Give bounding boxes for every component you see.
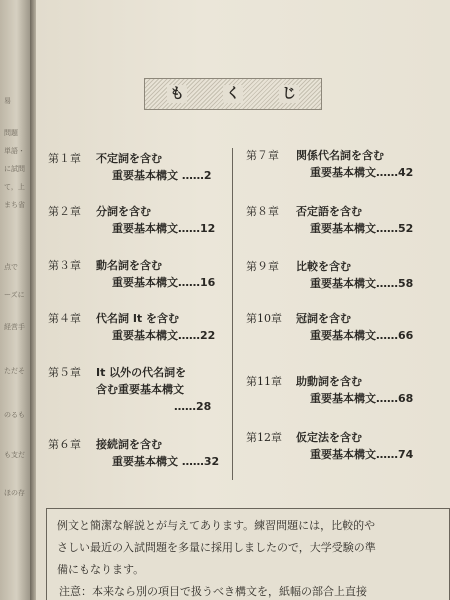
previous-page-edge bbox=[0, 0, 30, 600]
toc-title-char: も bbox=[167, 85, 187, 103]
chapter-page-ref: 重要基本構文……68 bbox=[310, 392, 414, 405]
prev-page-fragment: 単語・ bbox=[4, 147, 25, 155]
chapter-number: 第４章 bbox=[48, 312, 81, 325]
chapter-page-ref: 重要基本構文……66 bbox=[310, 329, 414, 342]
prev-page-fragment: まち省 bbox=[4, 201, 25, 209]
note-line: さしい最近の入試問題を多量に採用しましたので，大学受験の準 bbox=[57, 541, 376, 554]
prev-page-fragment: のるも bbox=[4, 411, 25, 419]
chapter-number: 第10章 bbox=[246, 312, 282, 325]
toc-page bbox=[36, 0, 450, 600]
chapter-title: 比較を含む bbox=[296, 260, 351, 273]
chapter-title: It 以外の代名詞を bbox=[96, 366, 187, 379]
column-divider bbox=[232, 148, 233, 480]
chapter-page-ref: 重要基本構文……22 bbox=[112, 329, 216, 342]
chapter-title: 助動詞を含む bbox=[296, 375, 362, 388]
chapter-number: 第12章 bbox=[246, 431, 282, 444]
chapter-page-ref: 重要基本構文……42 bbox=[310, 166, 414, 179]
prev-page-fragment: に試問 bbox=[4, 165, 25, 173]
chapter-title: 接続詞を含む bbox=[96, 438, 162, 451]
toc-title-char: く bbox=[223, 85, 243, 103]
note-caution-line: 注意：本来なら別の項目で扱うべき構文を，紙幅の部合上直接 bbox=[59, 585, 367, 598]
note-box bbox=[46, 508, 450, 600]
chapter-page-ref: 重要基本構文……16 bbox=[112, 276, 216, 289]
chapter-number: 第６章 bbox=[48, 438, 81, 451]
prev-page-fragment: 易 bbox=[4, 97, 11, 105]
prev-page-fragment: て，上 bbox=[4, 183, 25, 191]
chapter-number: 第９章 bbox=[246, 260, 279, 273]
note-line: 備にもなります。 bbox=[57, 563, 145, 576]
chapter-page-ref: ……28 bbox=[174, 400, 212, 413]
prev-page-fragment: ただそ bbox=[4, 367, 25, 375]
chapter-title: 含む重要基本構文 bbox=[96, 383, 184, 396]
chapter-title: 不定詞を含む bbox=[96, 152, 162, 165]
chapter-page-ref: 重要基本構文 ……2 bbox=[112, 169, 212, 182]
chapter-number: 第３章 bbox=[48, 259, 81, 272]
chapter-number: 第１章 bbox=[48, 152, 81, 165]
chapter-title: 否定語を含む bbox=[296, 205, 362, 218]
chapter-number: 第11章 bbox=[246, 375, 282, 388]
prev-page-fragment: ーズに bbox=[4, 291, 25, 299]
chapter-title: 代名詞 It を含む bbox=[96, 312, 180, 325]
chapter-page-ref: 重要基本構文……74 bbox=[310, 448, 414, 461]
chapter-title: 仮定法を含む bbox=[296, 431, 362, 444]
chapter-title: 冠詞を含む bbox=[296, 312, 351, 325]
chapter-number: 第２章 bbox=[48, 205, 81, 218]
chapter-page-ref: 重要基本構文……12 bbox=[112, 222, 216, 235]
chapter-page-ref: 重要基本構文……52 bbox=[310, 222, 414, 235]
chapter-title: 動名詞を含む bbox=[96, 259, 162, 272]
prev-page-fragment: も支だ bbox=[4, 451, 25, 459]
chapter-number: 第８章 bbox=[246, 205, 279, 218]
note-text bbox=[57, 515, 439, 600]
chapter-number: 第５章 bbox=[48, 366, 81, 379]
chapter-page-ref: 重要基本構文 ……32 bbox=[112, 455, 220, 468]
toc-title-char: じ bbox=[279, 85, 299, 103]
prev-page-fragment: 経営手 bbox=[4, 323, 25, 331]
chapter-title: 分詞を含む bbox=[96, 205, 151, 218]
prev-page-fragment: 点で bbox=[4, 263, 18, 271]
chapter-title: 関係代名詞を含む bbox=[296, 149, 384, 162]
prev-page-fragment: ほの存 bbox=[4, 489, 25, 497]
toc-title-box bbox=[144, 78, 322, 110]
chapter-number: 第７章 bbox=[246, 149, 279, 162]
prev-page-fragment: 問題 bbox=[4, 129, 18, 137]
chapter-page-ref: 重要基本構文……58 bbox=[310, 277, 414, 290]
note-line: 例文と簡潔な解説とが与えてあります。練習問題には，比較的や bbox=[57, 519, 376, 532]
